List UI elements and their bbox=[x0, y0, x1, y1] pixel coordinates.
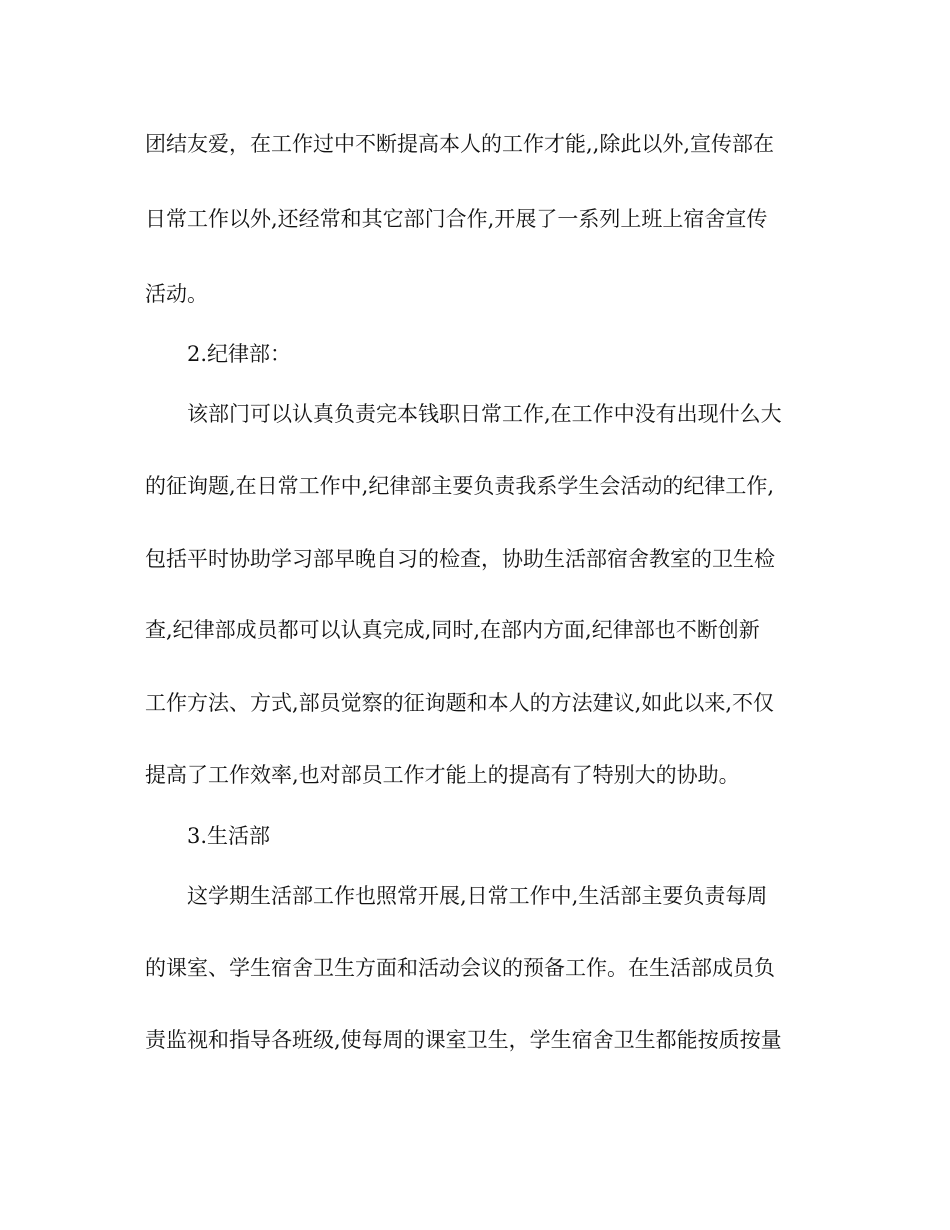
text-line: 团结友爱，在工作过中不断提高本人的工作才能,,除此以外,宣传部在 bbox=[145, 132, 775, 156]
text-line: 的课室、学生宿舍卫生方面和活动会议的预备工作。在生活部成员负 bbox=[145, 956, 775, 980]
text-line: 提高了工作效率,也对部员工作才能上的提高有了特别大的协助。 bbox=[145, 763, 740, 787]
text-line: 包括平时协助学习部早晚自习的检查，协助生活部宿舍教室的卫生检 bbox=[145, 547, 775, 571]
text-line: 的征询题,在日常工作中,纪律部主要负责我系学生会活动的纪律工作, bbox=[145, 474, 775, 498]
text-line: 这学期生活部工作也照常开展,日常工作中,生活部主要负责每周 bbox=[187, 884, 768, 908]
section-heading-life: 3.生活部 bbox=[187, 824, 271, 848]
text-line: 该部门可以认真负责完本钱职日常工作,在工作中没有出现什么大 bbox=[187, 402, 782, 426]
text-line: 活动。 bbox=[145, 282, 208, 306]
text-line: 工作方法、方式,部员觉察的征询题和本人的方法建议,如此以来,不仅 bbox=[145, 691, 775, 715]
text-line: 查,纪律部成员都可以认真完成,同时,在部内方面,纪律部也不断创新 bbox=[145, 618, 760, 642]
section-heading-discipline: 2.纪律部： bbox=[187, 342, 292, 366]
text-line: 责监视和指导各班级,使每周的课室卫生，学生宿舍卫生都能按质按量 bbox=[145, 1028, 782, 1052]
text-line: 日常工作以外,还经常和其它部门合作,开展了一系列上班上宿舍宣传 bbox=[145, 207, 768, 231]
